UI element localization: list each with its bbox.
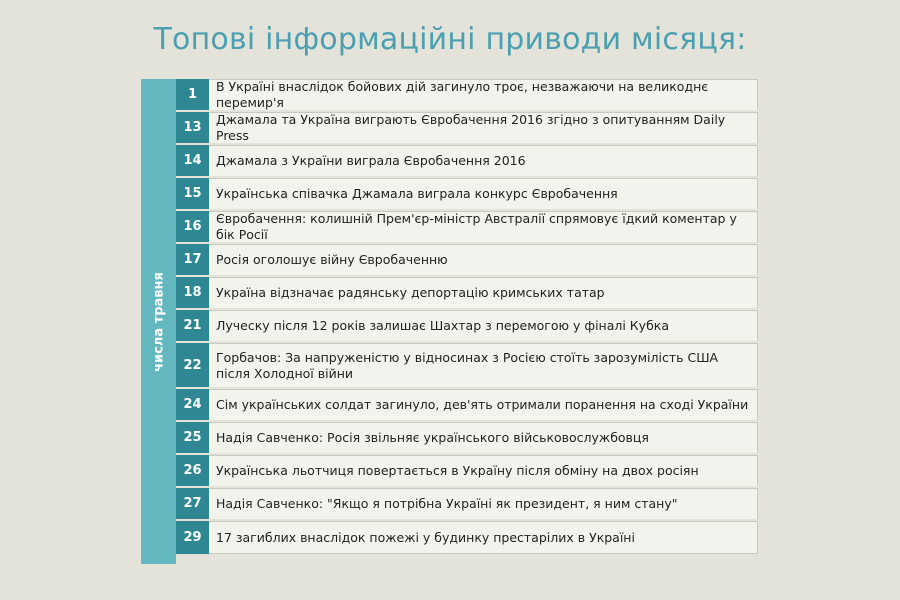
side-header — [141, 79, 176, 564]
headline-text: 17 загиблих внаслідок пожежі у будинку престарілих в Україні — [209, 521, 758, 554]
headline-text: Сім українських солдат загинуло, дев'ять отримали поранення на сході України — [209, 389, 758, 420]
table-row — [176, 145, 758, 178]
table-row — [176, 178, 758, 211]
headline-text: В Україні внаслідок бойових дій загинуло троє, незважаючи на великоднє перемир'я — [209, 79, 758, 110]
day-number: 18 — [176, 277, 209, 308]
day-number: 13 — [176, 112, 209, 143]
headline-text: Надія Савченко: Росія звільняє українського військовослужбовця — [209, 422, 758, 453]
table-row — [176, 343, 758, 389]
day-number: 21 — [176, 310, 209, 341]
table-rows — [176, 79, 758, 564]
table-row — [176, 455, 758, 488]
table-row — [176, 310, 758, 343]
day-number: 24 — [176, 389, 209, 420]
day-number: 17 — [176, 244, 209, 275]
table-row — [176, 488, 758, 521]
headline-text: Євробачення: колишній Прем'єр-міністр Австралії спрямовує їдкий коментар у бік Росії — [209, 211, 758, 242]
table-row — [176, 112, 758, 145]
day-number: 29 — [176, 521, 209, 554]
headline-text: Надія Савченко: "Якщо я потрібна Україні як президент, я ним стану" — [209, 488, 758, 519]
headline-text: Джамала з України виграла Євробачення 2016 — [209, 145, 758, 176]
headline-text: Росія оголошує війну Євробаченню — [209, 244, 758, 275]
table-row — [176, 277, 758, 310]
headline-text: Горбачов: За напруженістю у відносинах з Росією стоїть зарозумілість США після Холодної війни — [209, 343, 758, 387]
day-number: 14 — [176, 145, 209, 176]
side-header-label: числа травня — [151, 271, 166, 372]
headline-text: Українська льотчиця повертається в Україну після обміну на двох росіян — [209, 455, 758, 486]
table-row — [176, 244, 758, 277]
table-row — [176, 211, 758, 244]
day-number: 25 — [176, 422, 209, 453]
page-title: Топові інформаційні приводи місяця: — [153, 22, 747, 57]
headline-text: Україна відзначає радянську депортацію кримських татар — [209, 277, 758, 308]
day-number: 16 — [176, 211, 209, 242]
table-row — [176, 389, 758, 422]
table-row — [176, 422, 758, 455]
day-number: 1 — [176, 79, 209, 110]
day-number: 26 — [176, 455, 209, 486]
day-number: 27 — [176, 488, 209, 519]
table-row — [176, 79, 758, 112]
headline-text: Луческу після 12 років залишає Шахтар з перемогою у фіналі Кубка — [209, 310, 758, 341]
headline-text: Українська співачка Джамала виграла конкурс Євробачення — [209, 178, 758, 209]
day-number: 22 — [176, 343, 209, 387]
headline-text: Джамала та Україна виграють Євробачення 2016 згідно з опитуванням Daily Press — [209, 112, 758, 143]
table-row — [176, 521, 758, 554]
day-number: 15 — [176, 178, 209, 209]
headlines-table — [141, 79, 758, 564]
